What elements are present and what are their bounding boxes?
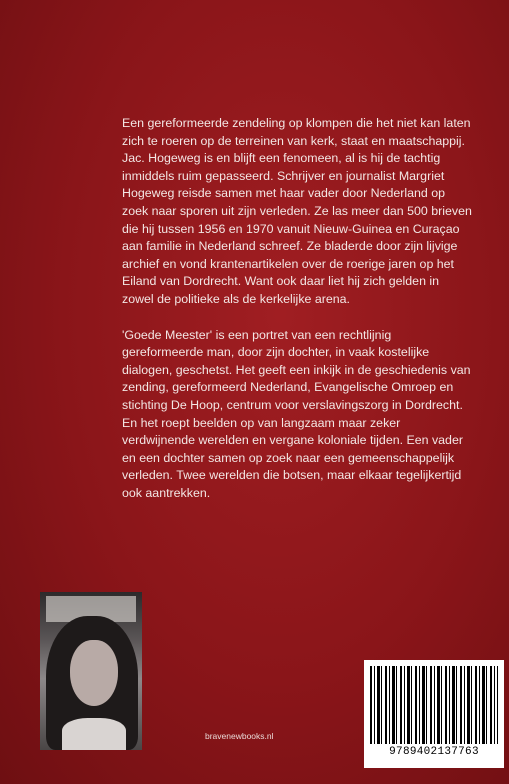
photo-collar (62, 718, 126, 750)
back-cover-blurb (122, 115, 474, 520)
isbn-barcode (364, 660, 504, 768)
publisher-url: bravenewbooks.nl (205, 731, 274, 741)
blurb-paragraph: Een gereformeerde zendeling op klompen die het niet kan laten zich te roeren op de terreinen van kerk, staat en maatschappij. Jac. Hogeweg is en blijft een fenomeen, al is hij de tachtig inmiddels ruim gepasseerd. Schrijver en journalist Margriet Hogeweg reisde samen met haar vader door Nederland op zoek naar sporen uit zijn verleden. Ze las meer dan 500 brieven die hij tussen 1956 en 1970 vanuit Nieuw-Guinea en Curaçao aan familie in Nederland schreef. Ze bladerde door zijn lijvige archief en vond krantenartikelen over de roerige jaren op het Eiland van Dordrecht. Want ook daar liet hij zich gelden in zowel de politieke als de kerkelijke arena. (122, 116, 472, 306)
isbn-number: 9789402137763 (389, 746, 479, 758)
blurb-paragraph: 'Goede Meester' is een portret van een rechtlijnig gereformeerde man, door zijn dochter, in vaak kostelijke dialogen, geschetst. Het geeft een inkijk in de geschiedenis van zending, gereformeerd Nederland, Evangelische Omroep en stichting De Hoop, centrum voor verslavingszorg in Dordrecht. En het roept beelden op van langzaam maar zeker verdwijnende werelden en vergane koloniale tijden. Een vader en een dochter samen op zoek naar een gemeenschappelijk verleden. Twee werelden die botsen, maar elkaar tegelijkertijd ook aantrekken. (122, 327, 471, 500)
author-photo (40, 592, 142, 750)
barcode-bars (370, 666, 498, 744)
photo-face (70, 640, 118, 706)
